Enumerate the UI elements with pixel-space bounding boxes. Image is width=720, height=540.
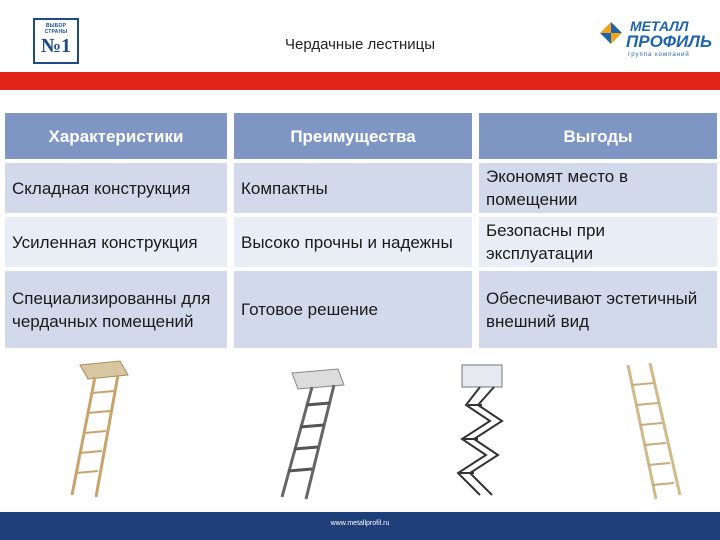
features-table	[5, 113, 717, 348]
metall-profil-logo: МЕТАЛЛ ПРОФИЛЬ группа компаний	[598, 18, 708, 60]
ladder-images	[0, 355, 720, 505]
header-characteristics: Характеристики	[5, 113, 227, 159]
table-cell: Обеспечивают эстетичный внешний вид	[479, 271, 717, 348]
table-cell: Экономят место в помещении	[479, 163, 717, 213]
wooden-folding-ladder-icon	[72, 361, 128, 497]
page-title: Чердачные лестницы	[285, 36, 435, 53]
footer-url[interactable]: www.metallprofil.ru	[330, 520, 390, 527]
footer-bar	[0, 512, 720, 540]
table-cell: Компактны	[234, 163, 472, 213]
number-one-badge: ВЫБОР СТРАНЫ №1	[33, 18, 79, 64]
table-cell: Готовое решение	[234, 271, 472, 348]
table-cell: Усиленная конструкция	[5, 217, 227, 267]
table-cell: Безопасны при эксплуатации	[479, 217, 717, 267]
header-advantages: Преимущества	[234, 113, 472, 159]
wooden-fixed-ladder-icon	[628, 363, 680, 499]
scissor-ladder-icon	[458, 365, 502, 495]
table-cell: Специализированны для чердачных помещений	[5, 271, 227, 348]
table-cell: Складная конструкция	[5, 163, 227, 213]
table-cell: Высоко прочны и надежны	[234, 217, 472, 267]
metal-folding-ladder-icon	[282, 369, 344, 499]
logo-mark-icon	[600, 22, 622, 44]
red-divider-bar	[0, 72, 720, 90]
header-benefits: Выгоды	[479, 113, 717, 159]
badge-number: №1	[40, 35, 72, 57]
